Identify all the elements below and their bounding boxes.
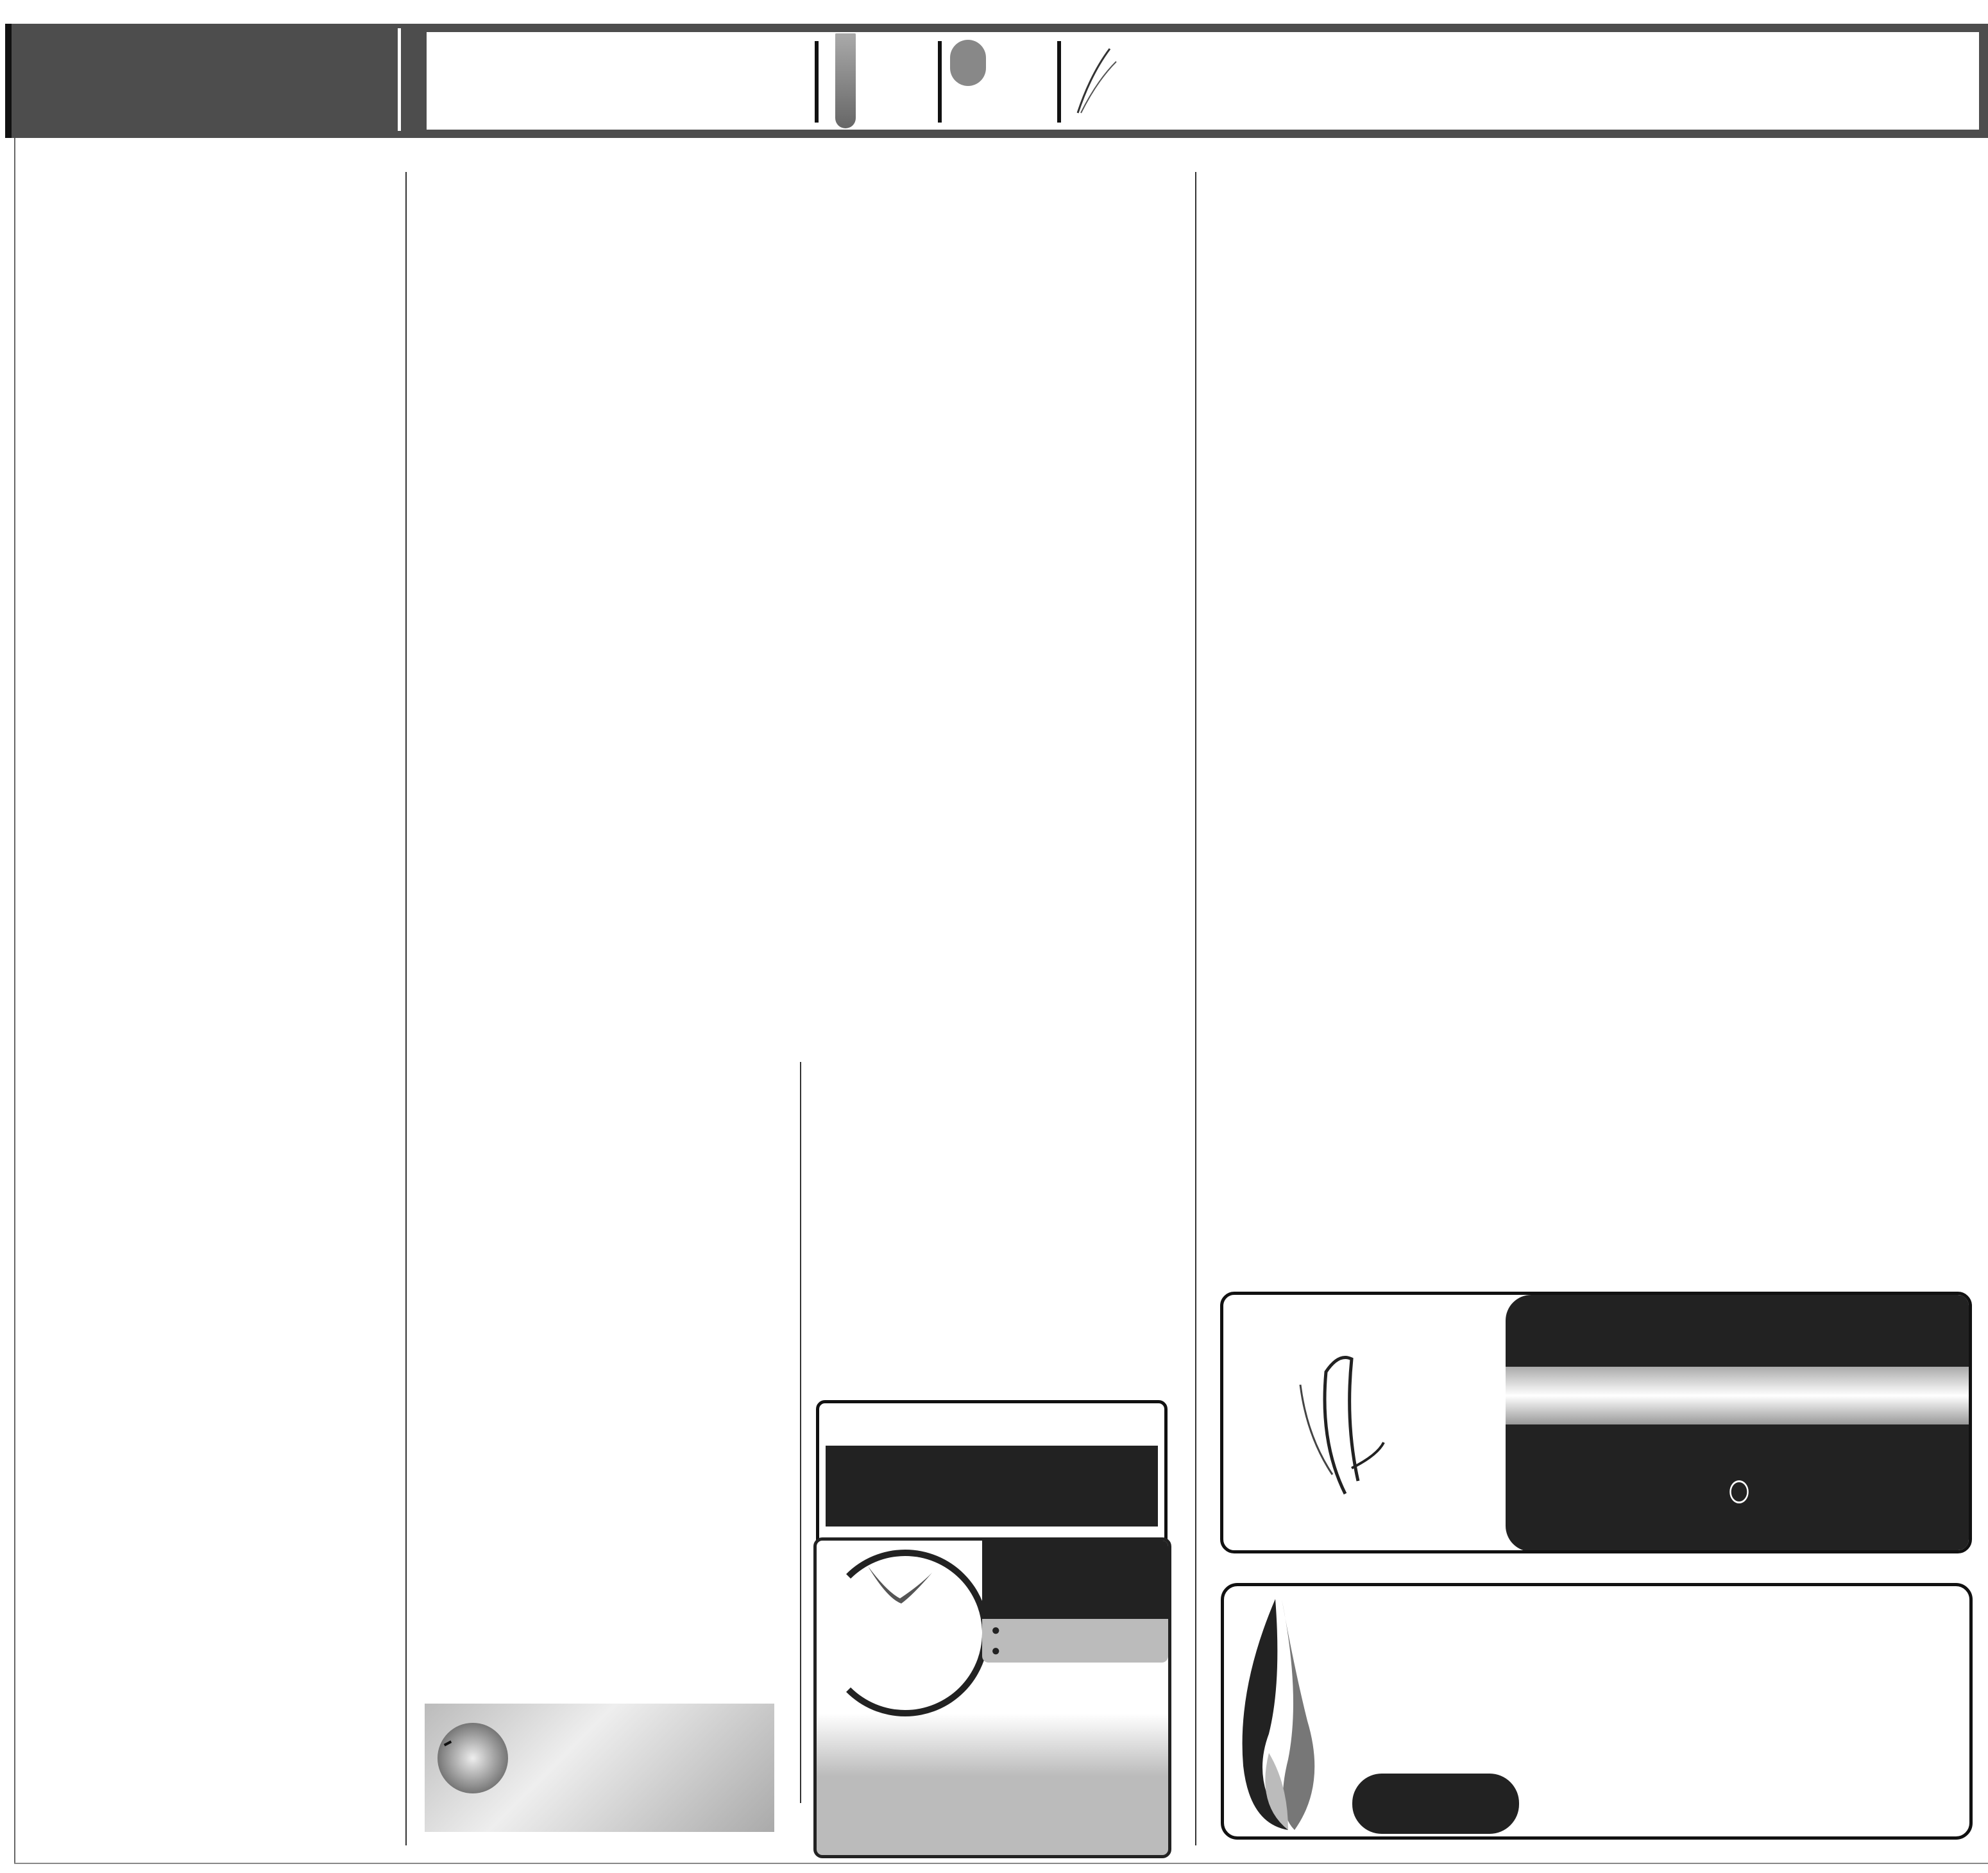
paraiso-bullet-cremaciones: ● bbox=[991, 1642, 1001, 1659]
column-rule bbox=[405, 172, 407, 1845]
paz-eterna-dove-icon bbox=[1281, 1346, 1397, 1500]
primera-edicion-ad bbox=[425, 1704, 774, 1832]
parana-logo-icon bbox=[950, 40, 986, 86]
globe-icon bbox=[438, 1723, 508, 1793]
casa-cuneo-crest-icon bbox=[835, 33, 856, 128]
paz-eterna-big-cel bbox=[1548, 1476, 1931, 1508]
paraiso-bullet-traslados: ● bbox=[991, 1621, 1001, 1639]
column-rule bbox=[800, 1062, 801, 1803]
crematorios-misiones-ad bbox=[1221, 1583, 1973, 1840]
page-bottom-rule bbox=[14, 1863, 1988, 1864]
header-divider bbox=[398, 28, 401, 131]
whatsapp-icon bbox=[1729, 1480, 1749, 1503]
header-separator bbox=[815, 41, 819, 123]
paz-eterna-ad bbox=[1220, 1292, 1972, 1553]
header-separator bbox=[938, 41, 942, 123]
morada-name-block bbox=[826, 1446, 1158, 1527]
page-left-rule bbox=[14, 138, 15, 1864]
consulte-pill bbox=[1352, 1774, 1519, 1834]
dove-icon bbox=[862, 1560, 939, 1611]
paraiso-de-paz-ad bbox=[813, 1537, 1171, 1858]
header-ad-strip bbox=[427, 32, 1979, 130]
flame-icon bbox=[1230, 1593, 1327, 1836]
paz-eterna-dove-icon bbox=[1065, 36, 1123, 126]
column-rule bbox=[1195, 172, 1196, 1845]
header-separator bbox=[1057, 41, 1061, 123]
